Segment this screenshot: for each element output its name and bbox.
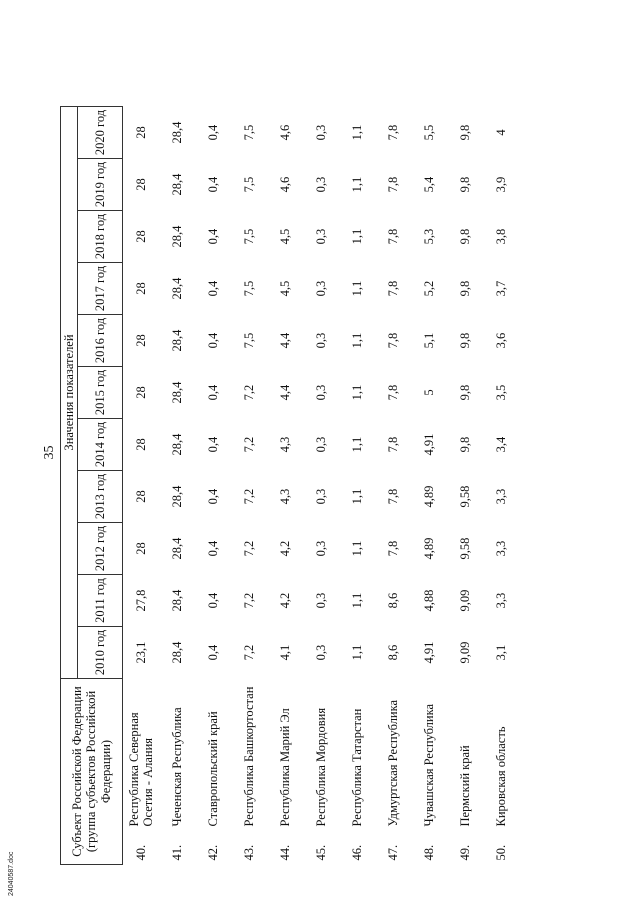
value-cell: 0,3 bbox=[313, 488, 328, 505]
value-cell: 0,3 bbox=[313, 644, 328, 661]
value-cell: 4,6 bbox=[277, 176, 292, 193]
document-filename: 24040587.doc bbox=[8, 851, 15, 896]
subject-column-header: Субъект Российской Федерации (группа субъектов Российской Федерации) bbox=[61, 679, 123, 865]
value-cell: 7,8 bbox=[385, 436, 400, 453]
value-cell: 1,1 bbox=[349, 540, 364, 557]
value-cell: 0,3 bbox=[313, 540, 328, 557]
value-cell: 5,4 bbox=[421, 176, 436, 193]
value-cell: 7,2 bbox=[241, 384, 256, 401]
subject-name: Чеченская Республика bbox=[169, 707, 184, 827]
value-cell: 28 bbox=[133, 542, 148, 555]
subject-name: Республика Северная Осетия - Алания bbox=[126, 712, 155, 827]
value-cell: 1,1 bbox=[349, 176, 364, 193]
value-cell: 1,1 bbox=[349, 488, 364, 505]
value-cell: 9,8 bbox=[457, 332, 472, 349]
value-cell: 1,1 bbox=[349, 592, 364, 609]
value-cell: 9,8 bbox=[457, 436, 472, 453]
value-cell: 1,1 bbox=[349, 384, 364, 401]
table-row bbox=[303, 107, 339, 865]
value-cell: 1,1 bbox=[349, 332, 364, 349]
value-cell: 3,1 bbox=[493, 644, 508, 661]
value-cell: 28 bbox=[133, 282, 148, 295]
value-cell: 9,8 bbox=[457, 176, 472, 193]
table-row bbox=[447, 107, 483, 865]
year-header: 2013 год bbox=[78, 471, 123, 523]
value-cell: 7,8 bbox=[385, 124, 400, 141]
value-cell: 4,91 bbox=[421, 641, 436, 664]
value-cell: 28 bbox=[133, 230, 148, 243]
value-cell: 1,1 bbox=[349, 436, 364, 453]
value-cell: 28,4 bbox=[169, 589, 184, 612]
value-cell: 3,3 bbox=[493, 540, 508, 557]
subject-name: Кировская область bbox=[493, 726, 508, 827]
value-cell: 0,3 bbox=[313, 124, 328, 141]
value-cell: 4,6 bbox=[277, 124, 292, 141]
value-cell: 7,2 bbox=[241, 488, 256, 505]
value-cell: 28,4 bbox=[169, 277, 184, 300]
value-cell: 0,4 bbox=[205, 280, 220, 297]
value-cell: 5 bbox=[421, 389, 436, 396]
value-cell: 0,3 bbox=[313, 176, 328, 193]
value-cell: 0,3 bbox=[313, 384, 328, 401]
table-row bbox=[159, 107, 195, 865]
year-header: 2016 год bbox=[78, 315, 123, 367]
value-cell: 7,8 bbox=[385, 332, 400, 349]
year-header: 2010 год bbox=[78, 627, 123, 679]
value-cell: 0,4 bbox=[205, 592, 220, 609]
value-cell: 28,4 bbox=[169, 329, 184, 352]
value-cell: 28,4 bbox=[169, 225, 184, 248]
table-row bbox=[375, 107, 411, 865]
subject-name: Республика Башкортостан bbox=[241, 686, 256, 827]
value-cell: 3,8 bbox=[493, 228, 508, 245]
value-cell: 9,8 bbox=[457, 280, 472, 297]
value-cell: 0,3 bbox=[313, 332, 328, 349]
value-cell: 4,2 bbox=[277, 592, 292, 609]
value-cell: 28,4 bbox=[169, 433, 184, 456]
year-header: 2011 год bbox=[78, 575, 123, 627]
value-cell: 9,8 bbox=[457, 124, 472, 141]
value-cell: 9,09 bbox=[457, 641, 472, 664]
value-cell: 8,6 bbox=[385, 644, 400, 661]
value-cell: 28,4 bbox=[169, 121, 184, 144]
value-cell: 7,5 bbox=[241, 124, 256, 141]
value-cell: 0,3 bbox=[313, 436, 328, 453]
value-cell: 4,1 bbox=[277, 644, 292, 661]
value-cell: 7,5 bbox=[241, 228, 256, 245]
value-cell: 23,1 bbox=[133, 641, 148, 664]
subject-name: Чувашская Республика bbox=[421, 703, 436, 827]
value-cell: 9,58 bbox=[457, 537, 472, 560]
value-cell: 4,91 bbox=[421, 433, 436, 456]
value-cell: 7,5 bbox=[241, 176, 256, 193]
value-cell: 3,9 bbox=[493, 176, 508, 193]
value-cell: 28 bbox=[133, 178, 148, 191]
value-cell: 0,3 bbox=[313, 228, 328, 245]
value-cell: 3,7 bbox=[493, 280, 508, 297]
table-row bbox=[483, 107, 519, 865]
value-cell: 28 bbox=[133, 438, 148, 451]
value-cell: 28,4 bbox=[169, 173, 184, 196]
value-cell: 4,5 bbox=[277, 228, 292, 245]
value-cell: 5,1 bbox=[421, 332, 436, 349]
year-header: 2014 год bbox=[78, 419, 123, 471]
value-cell: 1,1 bbox=[349, 280, 364, 297]
value-cell: 5,3 bbox=[421, 228, 436, 245]
table-row bbox=[411, 107, 447, 865]
value-cell: 9,09 bbox=[457, 589, 472, 612]
value-cell: 7,8 bbox=[385, 228, 400, 245]
row-number: 45. bbox=[313, 844, 328, 861]
value-cell: 7,8 bbox=[385, 488, 400, 505]
value-cell: 28,4 bbox=[169, 381, 184, 404]
value-cell: 0,4 bbox=[205, 384, 220, 401]
value-cell: 4,2 bbox=[277, 540, 292, 557]
value-cell: 7,2 bbox=[241, 592, 256, 609]
row-number: 50. bbox=[493, 844, 508, 861]
value-cell: 28,4 bbox=[169, 537, 184, 560]
table-body bbox=[123, 107, 520, 865]
subject-name: Ставропольский край bbox=[205, 711, 220, 827]
value-cell: 0,3 bbox=[313, 592, 328, 609]
table-row bbox=[195, 107, 231, 865]
value-cell: 4,89 bbox=[421, 485, 436, 508]
value-cell: 0,4 bbox=[205, 488, 220, 505]
value-cell: 3,3 bbox=[493, 488, 508, 505]
value-cell: 0,4 bbox=[205, 332, 220, 349]
value-cell: 28 bbox=[133, 386, 148, 399]
value-cell: 9,58 bbox=[457, 485, 472, 508]
value-cell: 0,4 bbox=[205, 176, 220, 193]
value-cell: 7,2 bbox=[241, 540, 256, 557]
row-number: 43. bbox=[241, 844, 256, 861]
value-cell: 0,3 bbox=[313, 280, 328, 297]
value-cell: 7,8 bbox=[385, 280, 400, 297]
value-cell: 4,89 bbox=[421, 537, 436, 560]
year-header: 2019 год bbox=[78, 159, 123, 211]
value-cell: 7,5 bbox=[241, 332, 256, 349]
subject-name: Пермский край bbox=[457, 745, 472, 827]
row-number: 41. bbox=[169, 844, 184, 861]
year-header: 2017 год bbox=[78, 263, 123, 315]
value-cell: 9,8 bbox=[457, 384, 472, 401]
value-cell: 0,4 bbox=[205, 228, 220, 245]
value-cell: 0,4 bbox=[205, 540, 220, 557]
year-header: 2015 год bbox=[78, 367, 123, 419]
values-group-header: Значения показателей bbox=[61, 107, 78, 679]
value-cell: 1,1 bbox=[349, 124, 364, 141]
value-cell: 1,1 bbox=[349, 228, 364, 245]
row-number: 49. bbox=[457, 844, 472, 861]
table-row bbox=[123, 107, 160, 865]
value-cell: 28 bbox=[133, 334, 148, 347]
value-cell: 9,8 bbox=[457, 228, 472, 245]
value-cell: 27,8 bbox=[133, 589, 148, 612]
value-cell: 4,5 bbox=[277, 280, 292, 297]
indicators-table bbox=[60, 106, 519, 865]
subject-name: Удмуртская Республика bbox=[385, 699, 400, 827]
header-row-1 bbox=[61, 107, 78, 865]
value-cell: 7,5 bbox=[241, 280, 256, 297]
value-cell: 0,4 bbox=[205, 124, 220, 141]
value-cell: 3,6 bbox=[493, 332, 508, 349]
value-cell: 4,88 bbox=[421, 589, 436, 612]
value-cell: 4 bbox=[493, 129, 508, 136]
value-cell: 5,5 bbox=[421, 124, 436, 141]
year-header: 2018 год bbox=[78, 211, 123, 263]
value-cell: 7,8 bbox=[385, 384, 400, 401]
table-row bbox=[267, 107, 303, 865]
value-cell: 3,4 bbox=[493, 436, 508, 453]
value-cell: 5,2 bbox=[421, 280, 436, 297]
row-number: 48. bbox=[421, 844, 436, 861]
table-row bbox=[339, 107, 375, 865]
value-cell: 7,2 bbox=[241, 436, 256, 453]
value-cell: 4,4 bbox=[277, 384, 292, 401]
value-cell: 1,1 bbox=[349, 644, 364, 661]
value-cell: 4,4 bbox=[277, 332, 292, 349]
value-cell: 7,8 bbox=[385, 176, 400, 193]
row-number: 44. bbox=[277, 844, 292, 861]
value-cell: 8,6 bbox=[385, 592, 400, 609]
row-number: 46. bbox=[349, 844, 364, 861]
subject-name: Республика Татарстан bbox=[349, 708, 364, 827]
value-cell: 4,3 bbox=[277, 488, 292, 505]
subject-name: Республика Марий Эл bbox=[277, 708, 292, 827]
value-cell: 0,4 bbox=[205, 436, 220, 453]
page-number: 35 bbox=[42, 445, 57, 460]
value-cell: 0,4 bbox=[205, 644, 220, 661]
value-cell: 3,3 bbox=[493, 592, 508, 609]
value-cell: 28,4 bbox=[169, 641, 184, 664]
row-number: 40. bbox=[133, 844, 148, 861]
row-number: 42. bbox=[205, 844, 220, 861]
value-cell: 7,2 bbox=[241, 644, 256, 661]
value-cell: 28,4 bbox=[169, 485, 184, 508]
year-header: 2012 год bbox=[78, 523, 123, 575]
year-header: 2020 год bbox=[78, 107, 123, 159]
value-cell: 3,5 bbox=[493, 384, 508, 401]
value-cell: 4,3 bbox=[277, 436, 292, 453]
value-cell: 7,8 bbox=[385, 540, 400, 557]
table-row bbox=[231, 107, 267, 865]
value-cell: 28 bbox=[133, 490, 148, 503]
value-cell: 28 bbox=[133, 126, 148, 139]
row-number: 47. bbox=[385, 844, 400, 861]
subject-name: Республика Мордовия bbox=[313, 707, 328, 827]
